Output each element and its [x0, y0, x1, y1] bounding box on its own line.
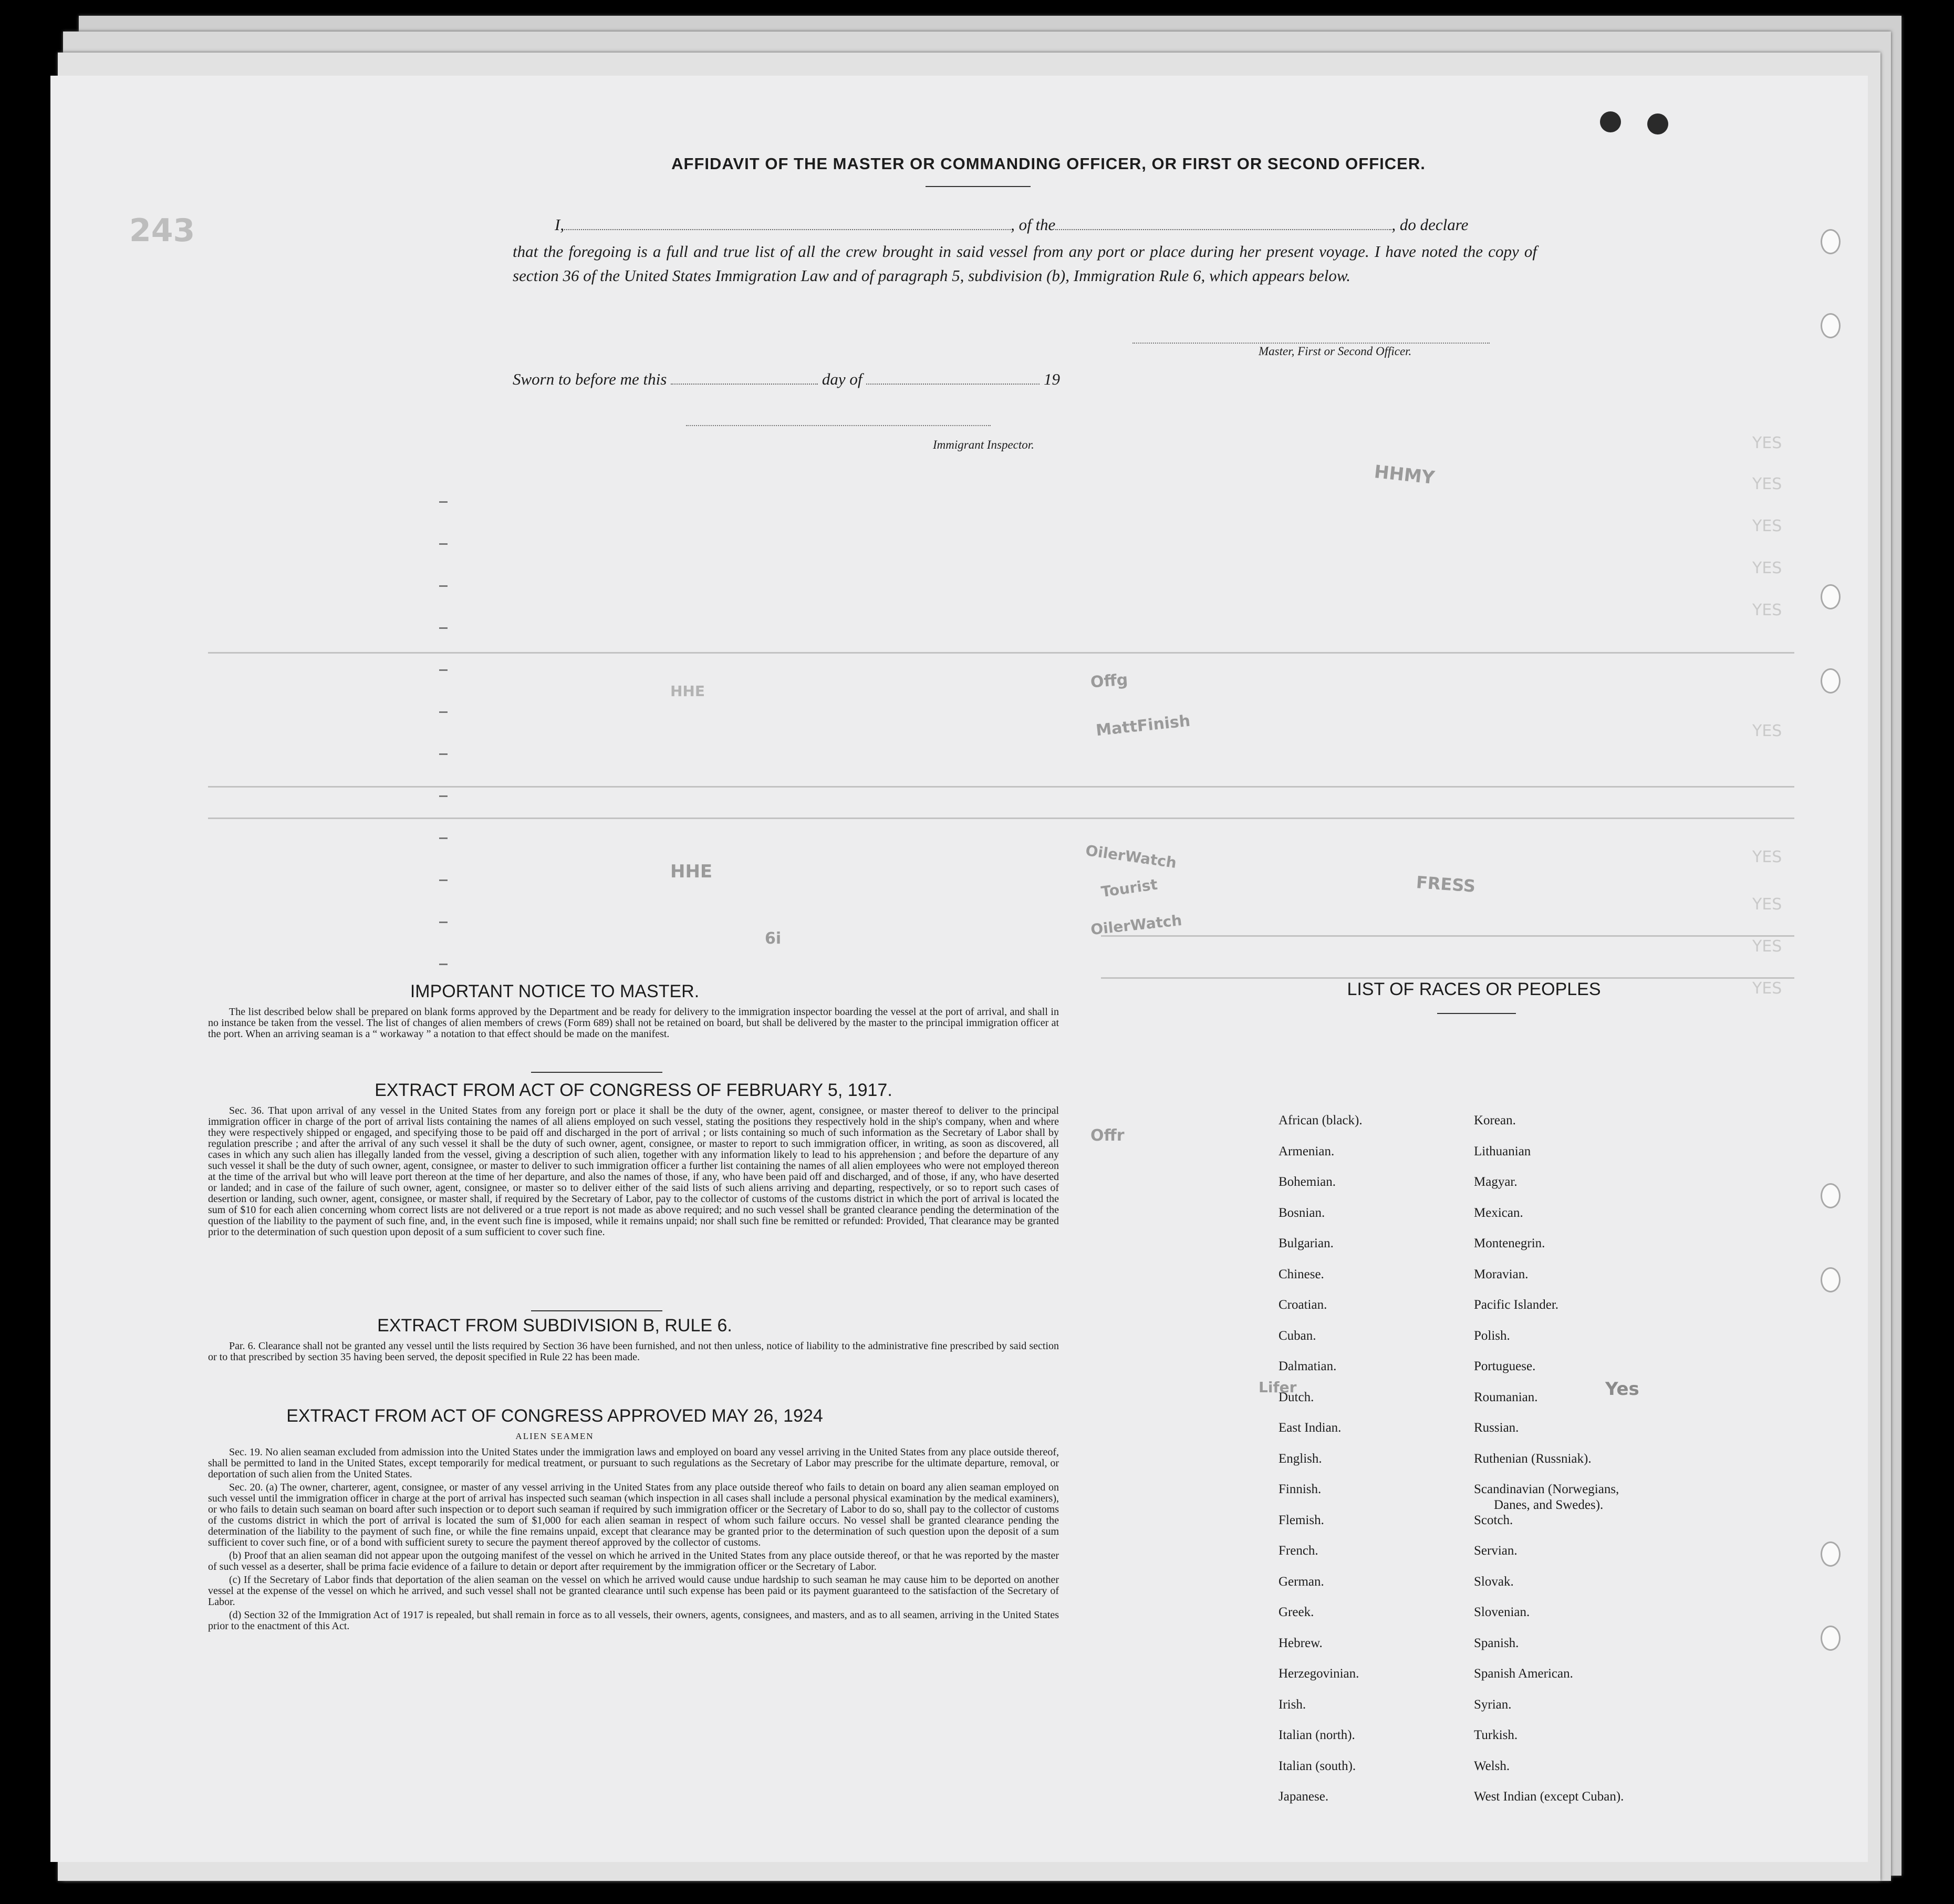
race-item: Mexican. — [1474, 1205, 1523, 1220]
binder-hole — [1821, 1183, 1841, 1208]
race-item: Italian (south). — [1279, 1758, 1356, 1773]
race-item: Pacific Islander. — [1474, 1298, 1559, 1312]
affidavit-title: AFFIDAVIT OF THE MASTER OR COMMANDING OFFICER, OR FIRST OR SECOND OFFICER. — [671, 154, 1426, 173]
row-tick — [439, 711, 448, 713]
act-1924-subtitle: ALIEN SEAMEN — [515, 1431, 594, 1441]
sworn-line — [513, 370, 1060, 389]
race-item: Spanish. — [1474, 1636, 1519, 1650]
race-item: Roumanian. — [1474, 1390, 1538, 1404]
binder-hole — [1821, 584, 1841, 609]
handwritten-mark: Yes — [1605, 1379, 1639, 1400]
race-item: Dalmatian. — [1279, 1359, 1337, 1373]
name-field[interactable] — [564, 229, 1011, 230]
races-continuation: Danes, and Swedes). — [1494, 1498, 1604, 1512]
ghost-yes-mark: YES — [1752, 848, 1782, 866]
section-divider — [531, 1310, 662, 1311]
binder-hole — [1821, 229, 1841, 254]
handwritten-mark: HHE — [670, 682, 705, 700]
ghost-yes-mark: YES — [1752, 434, 1782, 452]
race-item: Spanish American. — [1474, 1667, 1573, 1681]
race-item: Flemish. — [1279, 1513, 1324, 1527]
race-item: Irish. — [1279, 1697, 1306, 1712]
manifest-sheet — [50, 76, 1868, 1862]
notice-title: IMPORTANT NOTICE TO MASTER. — [410, 981, 700, 1001]
handwritten-mark: Offg — [1089, 670, 1129, 692]
race-item: Armenian. — [1279, 1144, 1335, 1158]
master-signature-label: Master, First or Second Officer. — [1259, 345, 1412, 358]
do-declare-label: , do declare — [1391, 215, 1469, 234]
ghost-yes-mark: YES — [1752, 979, 1782, 998]
race-item: Turkish. — [1474, 1728, 1518, 1742]
act-1924-section-19: Sec. 19. No alien seaman excluded from admission into the United States under the immigration laws and employed on board any vessel arriving in the United States from any place outside thereof, shall be permitted to land in the United States, except temporarily for medical treatment, or pursuant to such regulations as the Secretary of Labor may prescribe for the ultimate departure, removal, or deportation of such alien from the United States. — [208, 1446, 1059, 1480]
race-item: Polish. — [1474, 1328, 1510, 1343]
inspector-label: Immigrant Inspector. — [933, 438, 1034, 451]
act-1924-body — [208, 1447, 1059, 1634]
races-title-underline — [1437, 1013, 1516, 1014]
races-column-left — [1279, 1105, 1363, 1813]
grid-line — [208, 652, 1794, 654]
punch-hole — [1600, 111, 1621, 132]
race-item: Finnish. — [1279, 1482, 1322, 1496]
ghost-yes-mark: YES — [1752, 722, 1782, 740]
ghost-yes-mark: YES — [1752, 601, 1782, 619]
grid-line — [208, 786, 1794, 788]
row-tick — [439, 627, 448, 629]
vessel-field[interactable] — [1055, 229, 1391, 230]
race-item: Chinese. — [1279, 1267, 1324, 1281]
race-item: Bosnian. — [1279, 1205, 1325, 1220]
row-tick — [439, 753, 448, 755]
handwritten-mark: 6i — [765, 929, 782, 948]
race-item: Korean. — [1474, 1113, 1516, 1127]
binder-hole — [1821, 313, 1841, 338]
handwritten-mark: Tourist — [1100, 875, 1159, 901]
act-1924-section-20b: (b) Proof that an alien seaman did not appear upon the outgoing manifest of the vessel on which he arrived in the United States from any place outside thereof, or that he was reported by the master of such vessel as a deserter, shall be prima facie evidence of a failure to detain or deport after requirement by the immigration officer or the Secretary of Labor. — [208, 1550, 1059, 1572]
binder-hole — [1821, 1626, 1841, 1651]
handwritten-mark: FRESS — [1415, 872, 1477, 896]
sworn-day-field[interactable] — [671, 384, 818, 385]
races-column-right — [1474, 1105, 1624, 1813]
year-label: 19 — [1043, 370, 1060, 388]
handwritten-mark: HHMY — [1373, 461, 1436, 489]
title-underline — [926, 186, 1031, 187]
act-1924-section-20c: (c) If the Secretary of Labor finds that deportation of the alien seaman on the vessel on which he arrived would cause undue hardship to such seaman he may cause him to be deported on another vessel at the expense of the vessel on which he arrived, and such vessel shall not be granted clearance until such expense has been paid or its payment guaranteed to the satisfaction of the Secretary of Labor. — [208, 1574, 1059, 1608]
race-item: English. — [1279, 1451, 1322, 1466]
row-tick — [439, 669, 448, 671]
race-item: Servian. — [1474, 1544, 1518, 1558]
race-item: Bohemian. — [1279, 1175, 1336, 1189]
row-tick — [439, 837, 448, 839]
race-item: French. — [1279, 1544, 1318, 1558]
row-tick — [439, 922, 448, 923]
race-item: Welsh. — [1474, 1758, 1510, 1773]
race-item: African (black). — [1279, 1113, 1363, 1127]
race-item: Slovak. — [1474, 1574, 1514, 1589]
race-item: Magyar. — [1474, 1175, 1518, 1189]
declaration-line — [513, 215, 1537, 234]
race-item: Montenegrin. — [1474, 1236, 1545, 1250]
handwritten-mark: HHE — [670, 861, 713, 882]
handwritten-mark: Offr — [1090, 1126, 1125, 1145]
race-item: Moravian. — [1474, 1267, 1529, 1281]
day-of-label: day of — [822, 370, 862, 388]
race-item: Lithuanian — [1474, 1144, 1531, 1158]
rule-6-body: Par. 6. Clearance shall not be granted any vessel until the lists required by Section 36 have been furnished, and not then unless, notice of liability to the administrative fine prescribed by said section or to that prescribed by section 35 having been served, the deposit specified in Rule 22 has been made. — [208, 1340, 1059, 1363]
section-divider — [531, 1072, 662, 1073]
race-item: Ruthenian (Russniak). — [1474, 1451, 1592, 1466]
act-1924-title: EXTRACT FROM ACT OF CONGRESS APPROVED MAY 26, 1924 — [286, 1406, 823, 1426]
act-1917-title: EXTRACT FROM ACT OF CONGRESS OF FEBRUARY 5, 1917. — [375, 1080, 892, 1100]
race-item: East Indian. — [1279, 1421, 1342, 1435]
act-1924-section-20d: (d) Section 32 of the Immigration Act of 1917 is repealed, but shall remain in force as to all vessels, their owners, agents, consignees, and masters, and as to all seamen, arriving in the United States prior to the enactment of this Act. — [208, 1609, 1059, 1632]
binder-hole — [1821, 1541, 1841, 1567]
ghost-yes-mark: YES — [1752, 895, 1782, 914]
race-item: Russian. — [1474, 1421, 1519, 1435]
notice-body: The list described below shall be prepared on blank forms approved by the Department and be ready for delivery to the immigration inspector boarding the vessel at the port of arrival, and shall in no instance be taken from the vessel. The list of changes of alien members of crews (Form 689) shall not be retained on board, but shall be delivered by the master to the principal immigration officer at the port. When an arriving seaman is a “ workaway ” a notation to that effect should be made on the manifest. — [208, 1006, 1059, 1040]
ghost-yes-mark: YES — [1752, 517, 1782, 535]
declaration-body: that the foregoing is a full and true list of all the crew brought in said vessel from any port or place during her present voyage. I have noted the copy of section 36 of the United States Immigration Law and of paragraph 5, subdivision (b), Immigration Rule 6, which appears below. — [513, 242, 1537, 285]
act-1924-section-20a: Sec. 20. (a) The owner, charterer, agent, consignee, or master of any vessel arriving in the United States from any place outside thereof who fails to detain on board any alien seaman employed on such vessel until the immigration officer in charge at the port of arrival has inspected such seaman (which inspection in all cases shall include a personal physical examination by the medical examiners), or who fails to detain such seaman on board after such inspection or to deport such seaman if required by such immigration officer or the Secretary of Labor to do so, shall pay to the collector of customs of the customs district in which the port of arrival is located the sum of $1,000 for each alien seaman in respect of whom such failure occurs. No vessel shall be granted clearance pending the determination of the liability to the payment of such fine, or while the fine remains unpaid, except that clearance may be granted prior to the determination of such question upon the deposit of a sum sufficient to cover such fine, or of a bond with sufficient surety to secure the payment thereof approved by the collector of customs. — [208, 1482, 1059, 1548]
act-1917-body: Sec. 36. That upon arrival of any vessel in the United States from any foreign port or place it shall be the duty of the owner, agent, consignee, or master thereof to deliver to the principal immigration officer in charge of the port of arrival lists containing the names of all aliens employed on such vessel, stating the positions they respectively hold in the ship's company, when and where they were respectively shipped or engaged, and specifying those to be paid off and discharged in the port of arrival ; or lists containing so much of such information as the Secretary of Labor shall by regulation prescribe ; and after the arrival of any such vessel it shall be the duty of such owner, agent, consignee, or master to report to such immigration officer, in writing, as soon as discovered, all cases in which any such alien has illegally landed from the vessel, giving a description of such alien, together with any information likely to lead to his apprehension ; and before the departure of any such vessel it shall be the duty of such owner, agent, consignee, or master to deliver to such immigration officer a further list containing the names of all alien employees who were not employed thereon at the time of the arrival but who will leave port thereon at the time of her departure, and also the names of those, if any, who have been paid off and discharged, and of those, if any, who have deserted or landed; and in case of the failure of such owner, agent, consignee, or master so to deliver either of the said lists of such aliens arriving and departing, respectively, or so to report such cases of desertion or landing, such owner, agent, consignee, or master shall, if required by the Secretary of Labor, pay to the collector of customs of the customs district in which the port of arrival is located the sum of $10 for each alien concerning whom correct lists are not delivered or a true report is not made as above required; and no such vessel shall be granted clearance pending the determination of the question of the liability to the payment of such fine, and, in the event such fine is imposed, while it remains unpaid; nor shall such fine be remitted or refunded: Provided, That clearance may be granted prior to the determination of such question upon deposit of a sum sufficient to cover such fine. — [208, 1105, 1059, 1238]
race-item: Dutch. — [1279, 1390, 1314, 1404]
race-item: Croatian. — [1279, 1298, 1327, 1312]
sworn-month-field[interactable] — [866, 384, 1040, 385]
race-item: Italian (north). — [1279, 1728, 1355, 1742]
row-tick — [439, 585, 448, 587]
handwritten-mark: OilerWatch — [1089, 911, 1183, 939]
row-tick — [439, 964, 448, 965]
ghost-yes-mark: YES — [1752, 559, 1782, 577]
handwritten-mark: Lifer — [1259, 1379, 1297, 1396]
binder-hole — [1821, 668, 1841, 694]
binder-hole — [1821, 1267, 1841, 1292]
ghost-page-number: 243 — [129, 212, 195, 249]
race-item: Slovenian. — [1474, 1605, 1530, 1619]
races-title: LIST OF RACES OR PEOPLES — [1347, 979, 1601, 999]
race-item: Cuban. — [1279, 1328, 1316, 1343]
row-tick — [439, 501, 448, 503]
ghost-yes-mark: YES — [1752, 937, 1782, 956]
grid-line — [1101, 977, 1794, 979]
race-item: West Indian (except Cuban). — [1474, 1789, 1624, 1804]
ghost-yes-mark: YES — [1752, 475, 1782, 493]
row-tick — [439, 879, 448, 881]
row-tick — [439, 795, 448, 797]
grid-line — [208, 818, 1794, 819]
punch-hole — [1647, 113, 1668, 134]
inspector-signature-line — [686, 425, 991, 426]
race-item: Bulgarian. — [1279, 1236, 1334, 1250]
row-tick — [439, 543, 448, 545]
race-item: Scotch. — [1474, 1513, 1513, 1527]
race-item: Herzegovinian. — [1279, 1667, 1359, 1681]
of-the-label: , of the — [1011, 215, 1056, 234]
race-item: Greek. — [1279, 1605, 1314, 1619]
master-signature-line — [1132, 343, 1490, 344]
race-item: Syrian. — [1474, 1697, 1512, 1712]
race-item: Hebrew. — [1279, 1636, 1323, 1650]
i-label: I, — [555, 215, 565, 234]
grid-line — [1101, 935, 1794, 937]
sworn-label: Sworn to before me this — [513, 370, 667, 388]
race-item: German. — [1279, 1574, 1324, 1589]
race-item: Portuguese. — [1474, 1359, 1536, 1373]
rule-6-title: EXTRACT FROM SUBDIVISION B, RULE 6. — [377, 1316, 732, 1336]
handwritten-mark: MattFinish — [1095, 711, 1191, 740]
race-item: Scandinavian (Norwegians, — [1474, 1482, 1619, 1496]
race-item: Japanese. — [1279, 1789, 1329, 1804]
handwritten-mark: OilerWatch — [1084, 842, 1178, 872]
